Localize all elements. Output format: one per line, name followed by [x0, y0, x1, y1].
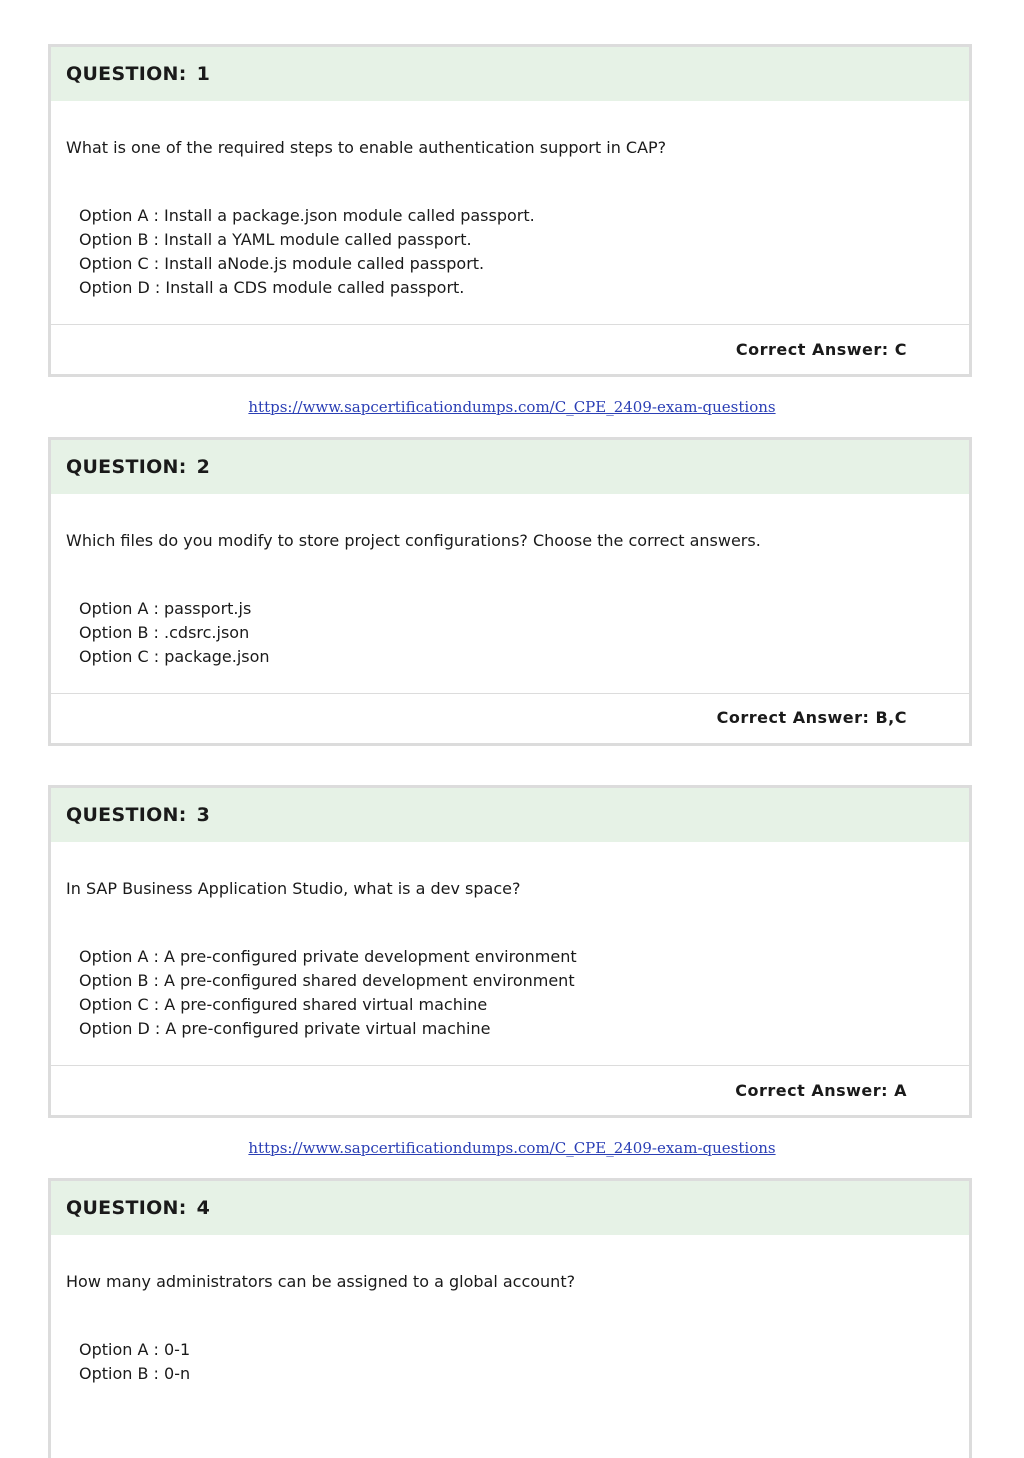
question-label: QUESTION: — [66, 1197, 187, 1219]
question-text: How many administrators can be assigned to a global account? — [66, 1272, 576, 1291]
option-b: Option B : A pre-configured shared development environment — [79, 971, 575, 990]
correct-answer: Correct Answer: B,C — [716, 708, 907, 727]
option-b: Option B : Install a YAML module called passport. — [79, 230, 472, 249]
question-text: What is one of the required steps to enable authentication support in CAP? — [66, 138, 667, 157]
option-b: Option B : .cdsrc.json — [79, 623, 250, 642]
exam-questions-link[interactable]: https://www.sapcertificationdumps.com/C_CPE_2409-exam-questions — [248, 398, 776, 416]
correct-answer: Correct Answer: C — [735, 340, 907, 359]
divider — [51, 1065, 969, 1066]
option-c: Option C : package.json — [79, 647, 270, 666]
question-header — [51, 440, 969, 494]
option-d: Option D : A pre-configured private virtual machine — [79, 1019, 491, 1038]
exam-questions-link[interactable]: https://www.sapcertificationdumps.com/C_CPE_2409-exam-questions — [248, 1139, 776, 1157]
question-header — [51, 47, 969, 101]
options-list — [79, 1338, 190, 1386]
question-card-4 — [48, 1178, 972, 1458]
question-label: QUESTION: — [66, 63, 187, 85]
question-text: Which files do you modify to store project configurations? Choose the correct answers. — [66, 531, 761, 550]
question-label: QUESTION: — [66, 804, 187, 826]
options-list — [79, 204, 535, 300]
options-list — [79, 945, 577, 1041]
question-header — [51, 788, 969, 842]
correct-answer: Correct Answer: A — [735, 1081, 907, 1100]
question-header — [51, 1181, 969, 1235]
question-card-1 — [48, 44, 972, 377]
question-number: 3 — [196, 804, 211, 826]
question-card-2 — [48, 437, 972, 746]
question-label: QUESTION: — [66, 456, 187, 478]
option-c: Option C : A pre-configured shared virtual machine — [79, 995, 488, 1014]
divider — [51, 324, 969, 325]
option-c: Option C : Install aNode.js module called passport. — [79, 254, 485, 273]
option-d: Option D : Install a CDS module called passport. — [79, 278, 465, 297]
option-a: Option A : passport.js — [79, 599, 252, 618]
options-list — [79, 597, 270, 669]
question-text: In SAP Business Application Studio, what is a dev space? — [66, 879, 521, 898]
option-a: Option A : 0-1 — [79, 1340, 191, 1359]
divider — [51, 693, 969, 694]
question-number: 4 — [196, 1197, 211, 1219]
option-a: Option A : Install a package.json module called passport. — [79, 206, 535, 225]
question-number: 1 — [196, 63, 211, 85]
question-number: 2 — [196, 456, 211, 478]
option-a: Option A : A pre-configured private development environment — [79, 947, 577, 966]
option-b: Option B : 0-n — [79, 1364, 191, 1383]
question-card-3 — [48, 785, 972, 1118]
